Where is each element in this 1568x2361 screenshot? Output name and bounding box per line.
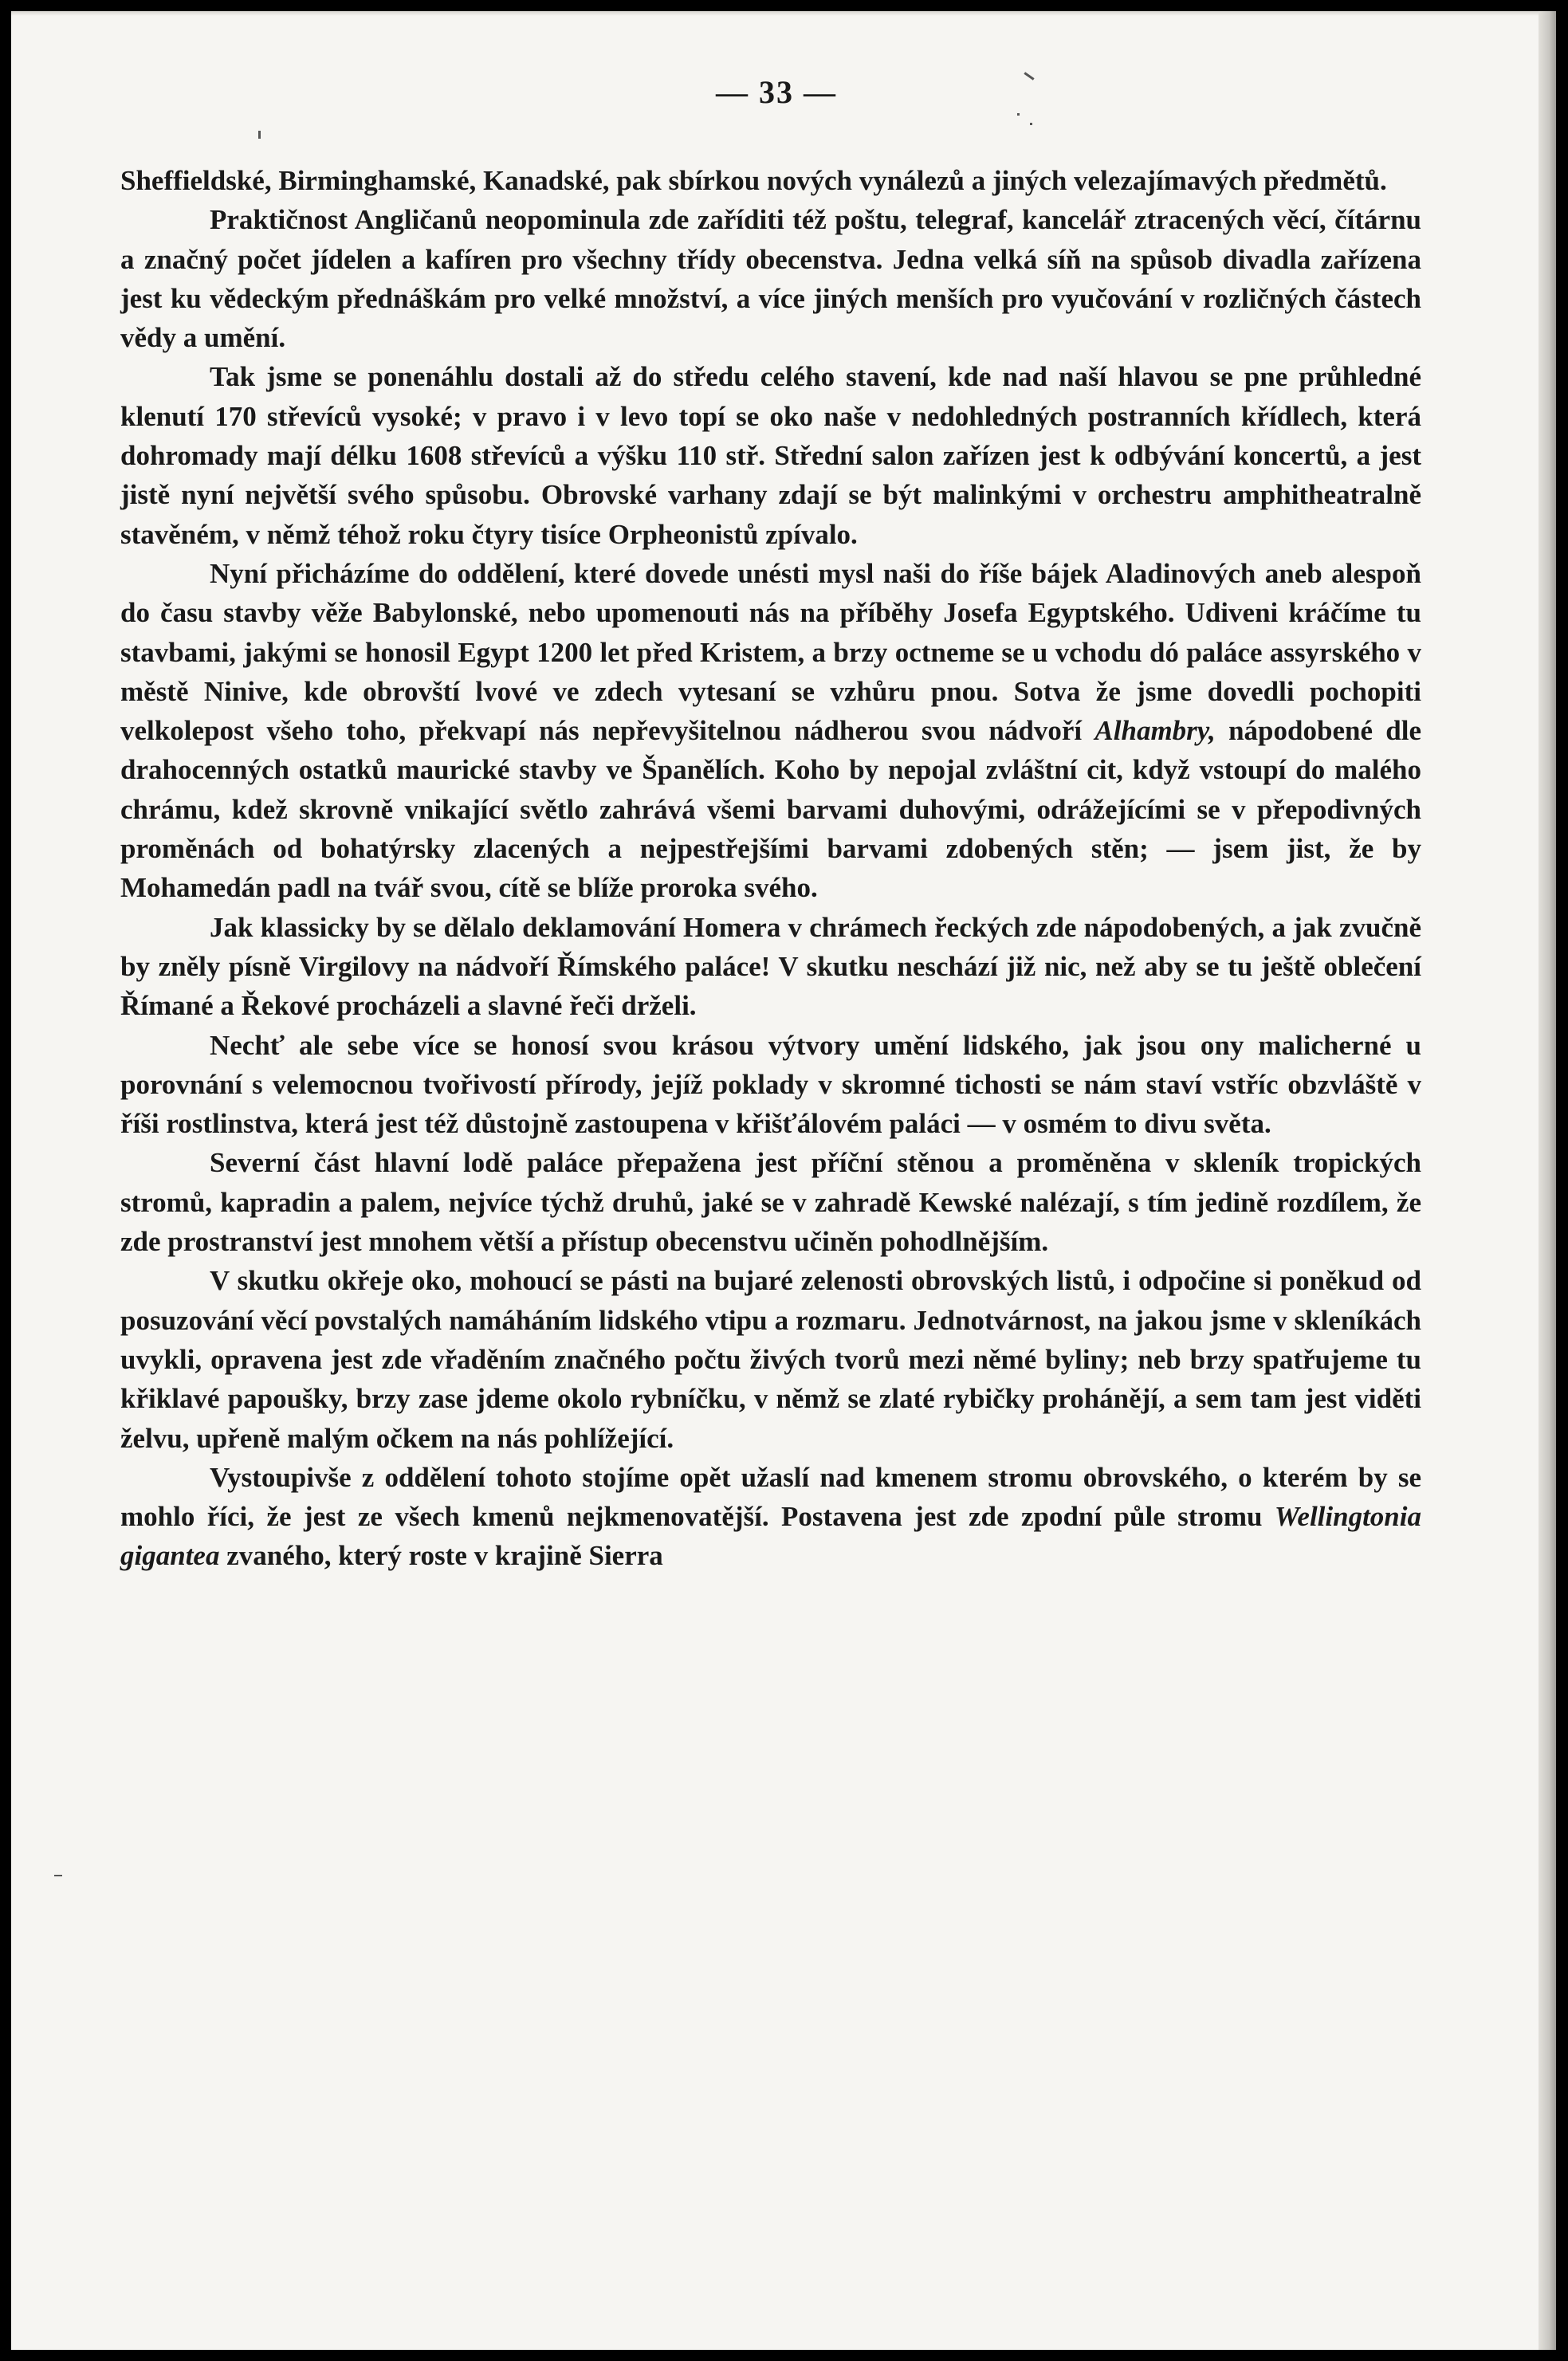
book-page	[11, 11, 1556, 2350]
page-number: — 33 —	[716, 74, 837, 110]
paragraph-text: Nyní přicházíme do oddělení, které dovede unésti mysl naši do říše bájek Aladinových aneb alespoň do času stavby věže Babylonské, nebo upomenouti nás na příběhy Josefa Egyptského. Udiveni kráčíme tu stavbami, jakými se honosil Egypt 1200 let před Kristem, a brzy octneme se u vchodu dó paláce assyrského v městě Ninive, kde obrovští lvové ve zdech vytesaní se vzhůru pnou. Sotva že jsme dovedli pochopiti velkolepost všeho toho, překvapí nás nepřevyšitelnou nádherou svou nádvoří	[120, 557, 1421, 747]
italic-term: Wellingtonia gigantea	[120, 1501, 1421, 1572]
paragraph-text: Jak klassicky by se dělalo deklamování Homera v chrámech řeckých zde nápodobených, a jak zvučně by zněly písně Virgilovy na nádvoří Římského paláce! V skutku neschází již nic, než aby se tu ještě oblečení Římané a Řekové procházeli a slavné řeči drželi.	[120, 911, 1421, 1022]
paragraph-text: Severní část hlavní lodě paláce přepažena jest příční stěnou a proměněna v skleník tropických stromů, kapradin a palem, nejvíce týchž druhů, jaké se v zahradě Kewské nalézají, s tím jedině rozdílem, že zde prostranství jest mnohem větší a přístup obecenstvu učiněn pohodlnějším.	[120, 1147, 1421, 1258]
paragraph-0	[120, 161, 1421, 200]
paragraph-text: V skutku okřeje oko, mohoucí se pásti na bujaré zelenosti obrovských listů, i odpočine si poněkud od posuzování věcí povstalých namáháním lidského vtipu a rozmaru. Jednotvárnost, na jakou jsme v skleníkách uvykli, opravena jest zde vřaděním značného počtu živých tvorů mezi němé byliny; neb brzy spatřujeme tu křiklavé papoušky, brzy zase jdeme okolo rybníčku, v němž se zlaté rybičky prohánějí, a sem tam jest viděti želvu, upřeně malým očkem na nás pohlížející.	[120, 1265, 1421, 1454]
paragraph-text: Sheffieldské, Birminghamské, Kanadské, pak sbírkou nových vynálezů a jiných velezajímavých předmětů.	[120, 165, 1387, 196]
paragraph-text: nápodobené dle drahocenných ostatků maurické stavby ve Španělích. Koho by nepojal zvláštní cit, když vstoupí do malého chrámu, kdež skrovně vnikající světlo zahrává všemi barvami duhovými, odrážejícími se v přepodivných proměnách od bohatýrsky zlacených a nejpestřejšími barvami zdobených stěn; — jsem jist, že by Mohamedán padl na tvář svou, cítě se blíže proroka svého.	[120, 715, 1421, 904]
paragraph-2	[120, 357, 1421, 553]
paragraph-8	[120, 1458, 1421, 1576]
print-speck	[54, 1875, 62, 1876]
body-text	[120, 161, 1421, 1576]
print-speck	[1030, 123, 1032, 125]
paragraph-1	[120, 200, 1421, 357]
paragraph-3	[120, 554, 1421, 908]
paragraph-text: Praktičnost Angličanů neopominula zde zaříditi též poštu, telegraf, kancelář ztracených věcí, čítárnu a značný počet jídelen a kafíren pro všechny třídy obecenstva. Jedna velká síň na spůsob divadla zařízena jest ku vědeckým přednáškám pro velké množství, a více jiných menších pro vyučování v rozličných částech vědy a umění.	[120, 204, 1421, 354]
paragraph-5	[120, 1026, 1421, 1144]
paragraph-text: Nechť ale sebe více se honosí svou krásou výtvory umění lidského, jak jsou ony malicherné u porovnání s velemocnou tvořivostí přírody, jejíž poklady v skromné tichosti se nám staví vstříc obzvláště v říši rostlinstva, která jest též důstojně zastoupena v křišťálovém paláci — v osmém to divu světa.	[120, 1029, 1421, 1140]
paragraph-7	[120, 1261, 1421, 1457]
print-speck	[258, 131, 261, 139]
italic-term: Alhambry,	[1094, 715, 1216, 747]
paragraph-text: Tak jsme se ponenáhlu dostali až do středu celého stavení, kde nad naší hlavou se pne průhledné klenutí 170 střevíců vysoké; v pravo i v levo topí se oko naše v nedohledných postranních křídlech, která dohromady mají délku 1608 střevíců a výšku 110 stř. Střední salon zařízen jest k odbývání koncertů, a jest jistě nyní největší svého spůsobu. Obrovské varhany zdají se být malinkými v orchestru amphitheatralně stavěném, v němž téhož roku čtyry tisíce Orpheonistů zpívalo.	[120, 361, 1421, 550]
print-speck	[1017, 113, 1020, 116]
paragraph-text: Vystoupivše z oddělení tohoto stojíme opět užaslí nad kmenem stromu obrovského, o kterém by se mohlo říci, že jest ze všech kmenů nejkmenovatější. Postavena jest zde zpodní půle stromu	[120, 1461, 1421, 1533]
page-top-shadow	[11, 11, 1556, 16]
paragraph-text: zvaného, který roste v krajině Sierra	[219, 1540, 663, 1572]
paragraph-4	[120, 908, 1421, 1026]
page-right-edge	[1539, 11, 1556, 2350]
paragraph-6	[120, 1143, 1421, 1261]
